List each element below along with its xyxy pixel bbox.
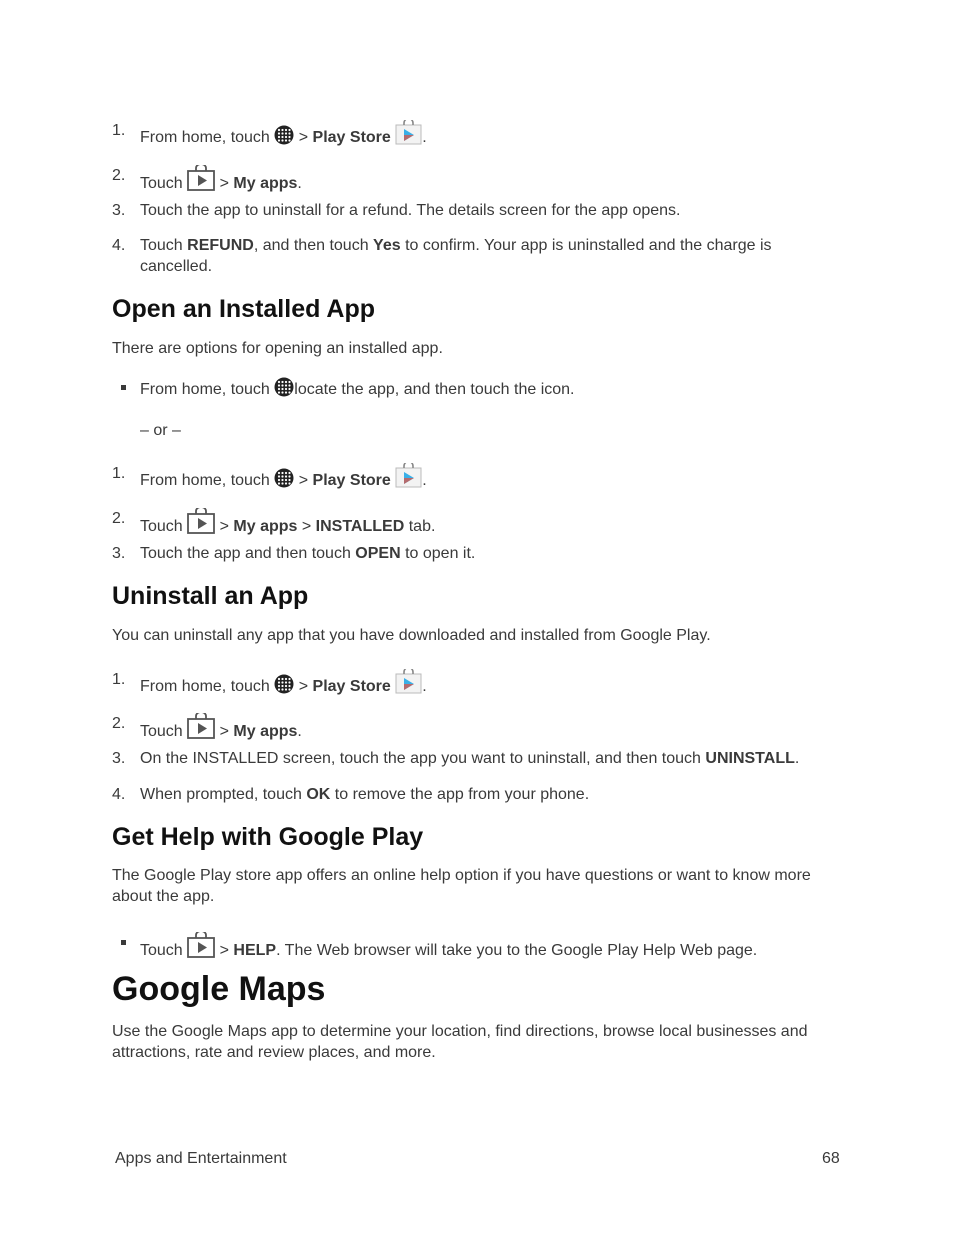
step-text: Touch the app and then touch OPEN to open it. [140,545,476,562]
step-text: When prompted, touch OK to remove the app from your phone. [140,786,590,803]
section-intro: There are options for opening an installed app. [112,340,443,357]
step-number: 2. [112,167,126,184]
step-number: 1. [112,122,126,139]
step-number: 3. [112,545,126,562]
bullet-marker [121,385,126,390]
step-text: Touch > My apps. [140,713,840,745]
footer-page-number: 68 [822,1150,840,1167]
play-store-icon [395,463,422,494]
play-bag-icon [187,508,215,540]
section-heading: Uninstall an App [112,582,309,610]
step-text: Touch > My apps. [140,165,840,197]
section-intro: Use the Google Maps app to determine your location, find directions, browse local businesses and attractions, rate and review places, and more. [112,1023,808,1061]
step-number: 3. [112,750,126,767]
step-text: From home, touch > Play Store . [140,120,840,151]
step-text: On the INSTALLED screen, touch the app you want to uninstall, and then touch UNINSTALL. [140,750,800,767]
play-bag-icon [187,713,215,745]
play-store-icon [395,120,422,151]
bullet-text: Touch > HELP. The Web browser will take you to the Google Play Help Web page. [140,932,840,964]
step-number: 4. [112,237,126,254]
step-number: 1. [112,465,126,482]
section-heading: Get Help with Google Play [112,823,424,851]
step-text: Touch > My apps > INSTALLED tab. [140,508,840,540]
bullet-marker [121,940,126,945]
step-number: 2. [112,510,126,527]
section-heading: Open an Installed App [112,295,375,323]
section-intro: The Google Play store app offers an online help option if you have questions or want to know more about the app. [112,867,811,905]
bullet-text: From home, touch locate the app, and then touch the icon. [140,377,840,403]
apps-icon [274,125,294,151]
play-bag-icon [187,932,215,964]
footer-section-name: Apps and Entertainment [115,1150,287,1167]
step-text: Touch the app to uninstall for a refund. The details screen for the app opens. [140,202,681,219]
play-bag-icon [187,165,215,197]
step-text: From home, touch > Play Store . [140,669,840,700]
play-store-icon [395,669,422,700]
apps-icon [274,674,294,700]
chapter-heading: Google Maps [112,970,326,1008]
section-intro: You can uninstall any app that you have downloaded and installed from Google Play. [112,627,711,644]
apps-icon [274,468,294,494]
step-number: 2. [112,715,126,732]
step-number: 3. [112,202,126,219]
step-text: Touch REFUND, and then touch Yes to confirm. Your app is uninstalled and the charge is cancelled. [140,237,772,275]
step-number: 4. [112,786,126,803]
apps-icon [274,377,294,403]
step-text: From home, touch > Play Store . [140,463,840,494]
step-number: 1. [112,671,126,688]
